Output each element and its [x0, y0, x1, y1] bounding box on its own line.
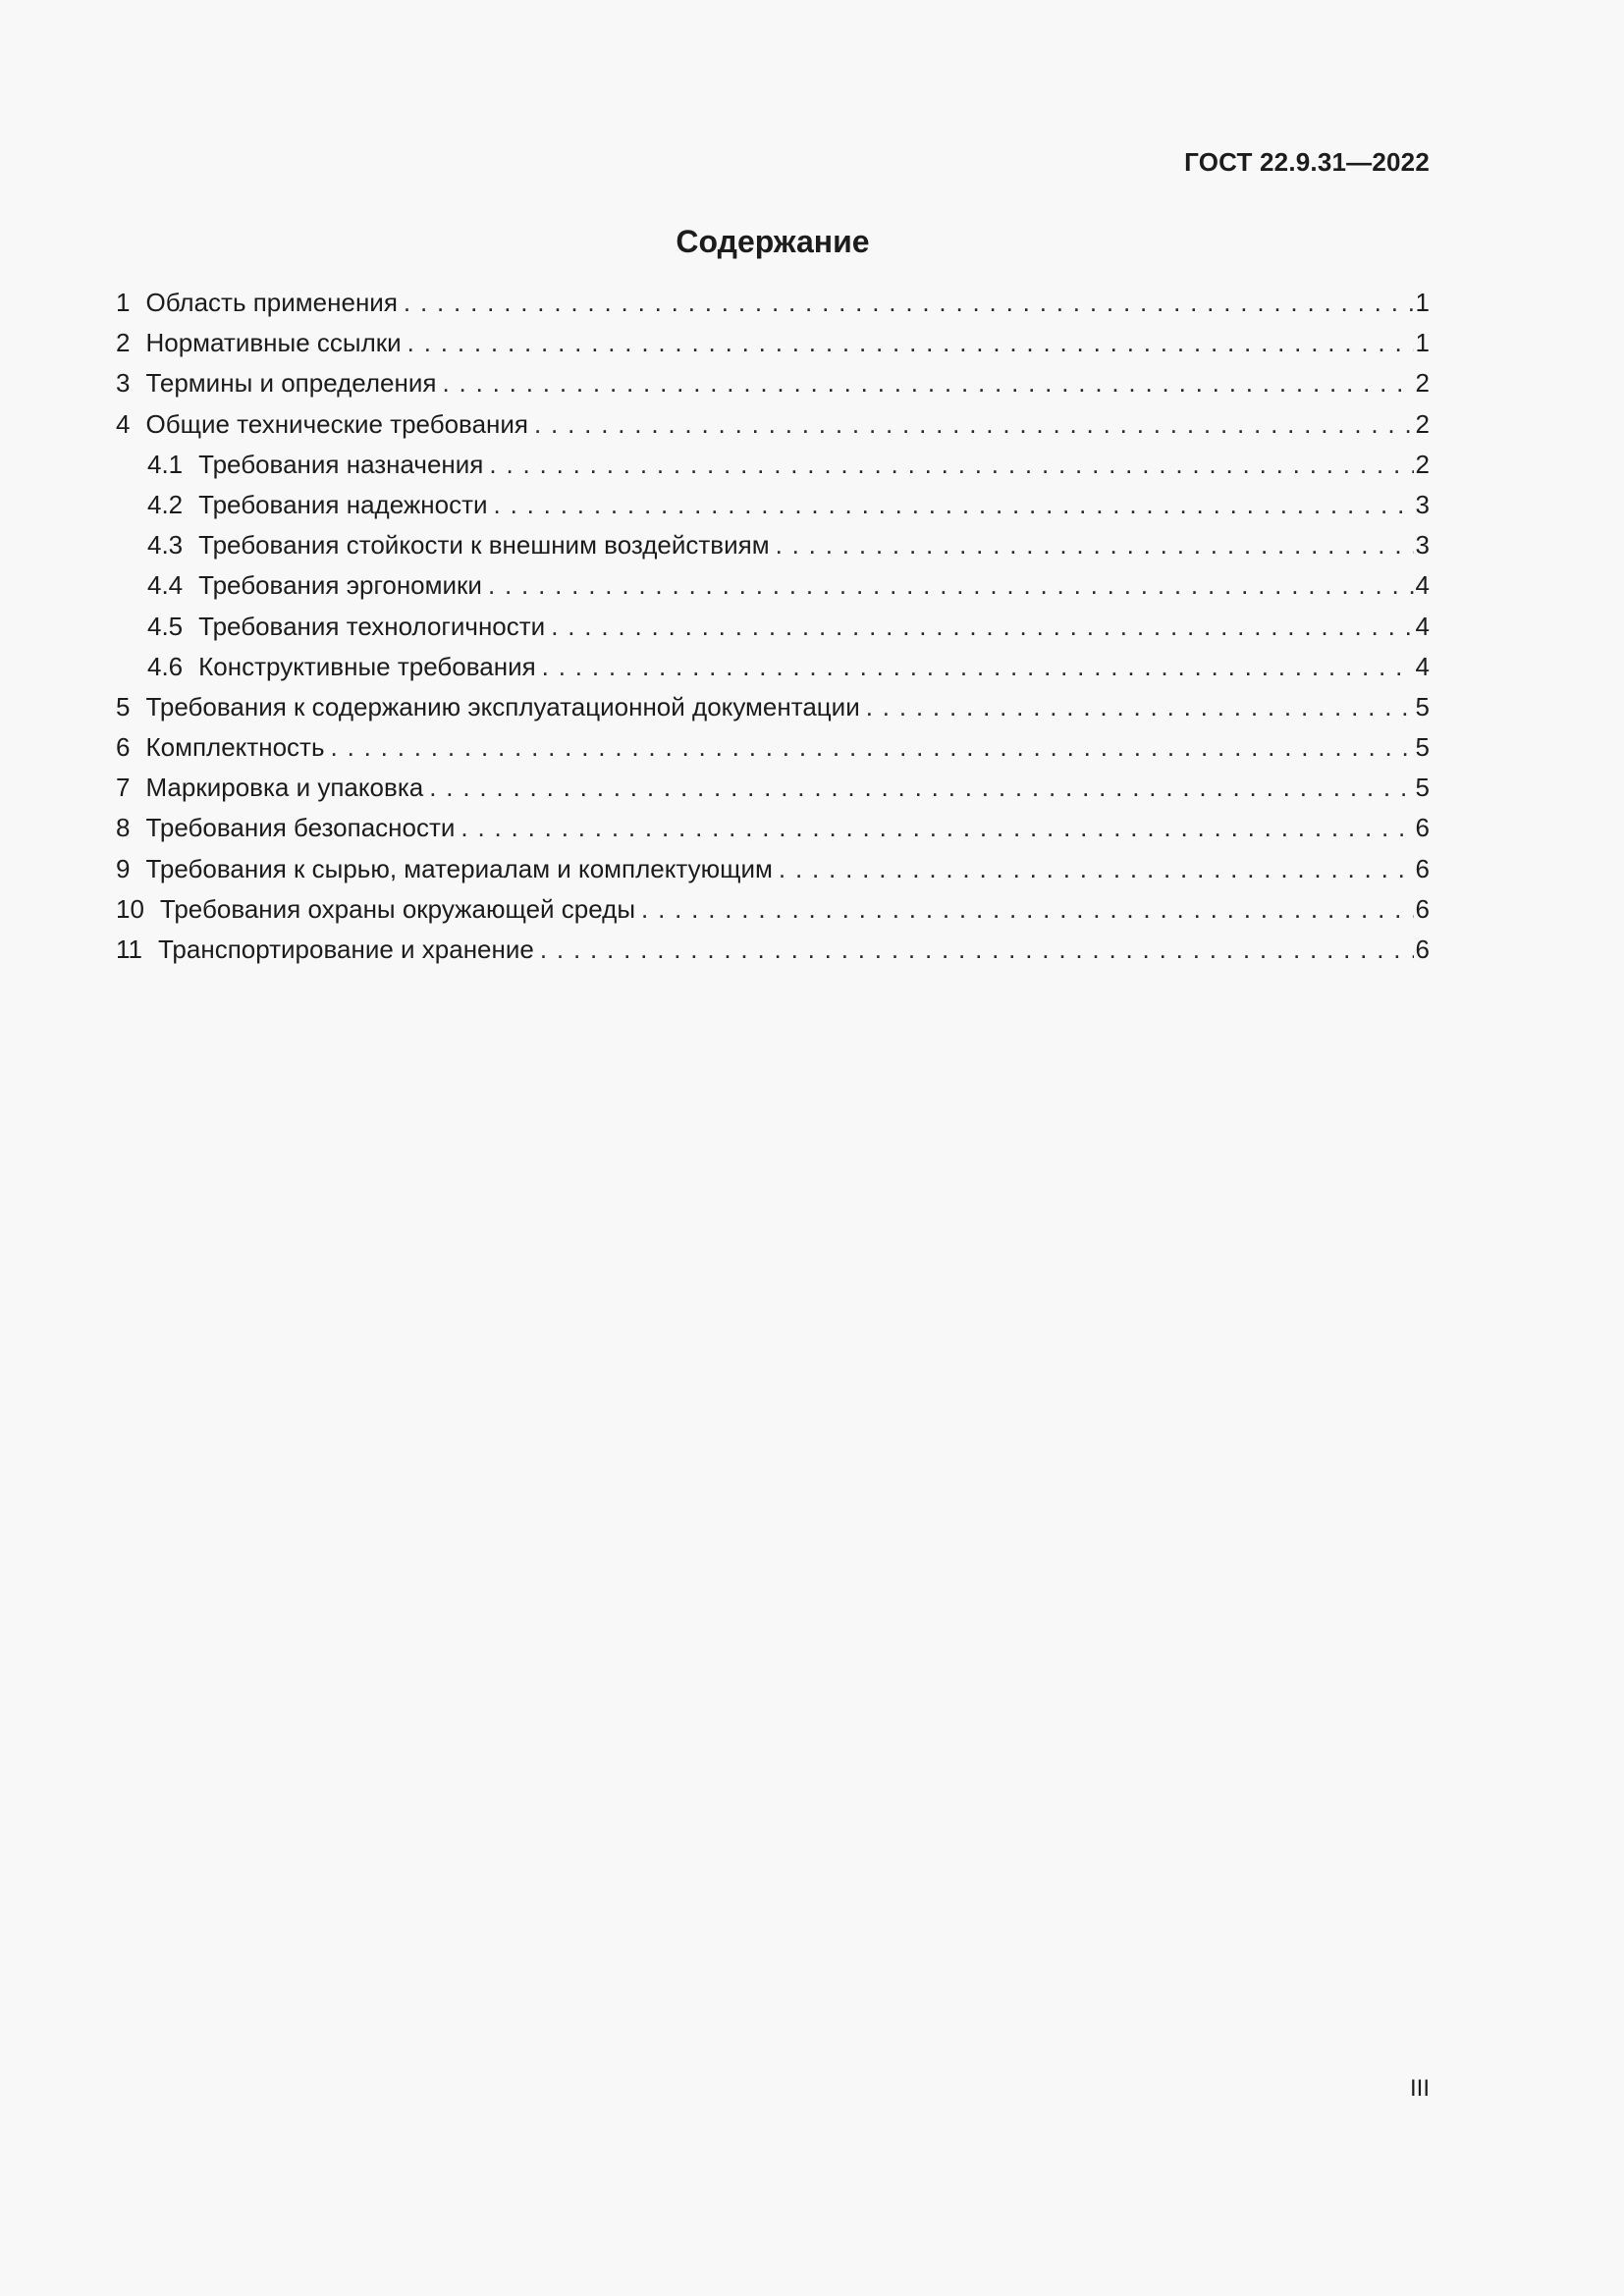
toc-entry-page: 5 — [1415, 732, 1430, 763]
toc-entry-page: 6 — [1415, 853, 1430, 883]
toc-entry-page: 3 — [1415, 530, 1430, 561]
toc-entry-title: Общие технические требования — [145, 408, 528, 439]
toc-subentry[interactable] — [116, 445, 1430, 485]
toc-entry[interactable] — [116, 889, 1430, 930]
toc-entry-number: 4.1 — [147, 449, 184, 479]
toc-entry[interactable] — [116, 404, 1430, 445]
toc-entry-title: Требования назначения — [198, 449, 484, 479]
toc-entry-title: Маркировка и упаковка — [145, 773, 424, 803]
toc-entry-number: 11 — [116, 934, 142, 964]
toc-entry-page: 6 — [1415, 813, 1430, 843]
toc-entry-title: Требования охраны окружающей среды — [159, 893, 636, 924]
toc-subentry[interactable] — [116, 607, 1430, 647]
toc-entry-number: 7 — [116, 773, 131, 803]
toc-entry-page: 2 — [1415, 408, 1430, 439]
toc-entry-number: 2 — [116, 328, 131, 358]
toc-entry-page: 6 — [1415, 893, 1430, 924]
toc-entry-title: Термины и определения — [145, 368, 437, 399]
toc-dot-leader — [407, 323, 1414, 363]
toc-dot-leader — [776, 525, 1414, 565]
toc-title: Содержание — [676, 224, 870, 259]
toc-dot-leader — [540, 930, 1414, 970]
toc-entry-number: 9 — [116, 853, 131, 883]
toc-entry-number: 1 — [116, 288, 131, 317]
toc-dot-leader — [489, 445, 1413, 485]
toc-entry-number: 5 — [116, 691, 131, 721]
toc-entry-page: 5 — [1415, 773, 1430, 803]
toc-entry-number: 4.2 — [147, 489, 184, 519]
toc-entry-title: Требования эргономики — [198, 570, 482, 601]
toc-dot-leader — [404, 283, 1414, 323]
toc-entry-number: 10 — [116, 893, 144, 924]
toc-entry-number: 4.5 — [147, 611, 184, 641]
toc-entry-title: Конструктивные требования — [198, 651, 536, 681]
toc-entry-number: 6 — [116, 732, 131, 763]
toc-entry-title: Нормативные ссылки — [145, 328, 402, 358]
toc-dot-leader — [488, 565, 1414, 606]
toc-entry-title: Область применения — [145, 288, 398, 317]
toc-entry[interactable] — [116, 727, 1430, 768]
toc-dot-leader — [542, 647, 1414, 687]
toc-dot-leader — [534, 404, 1414, 445]
toc-entry-page: 4 — [1415, 611, 1430, 641]
toc-entry-title: Комплектность — [145, 732, 325, 763]
toc-entry-title: Требования стойкости к внешним воздействиям — [198, 530, 770, 561]
toc-subentry[interactable] — [116, 525, 1430, 565]
toc-entry[interactable] — [116, 849, 1430, 889]
toc-entry-title: Требования к содержанию эксплуатационной документации — [145, 691, 860, 721]
toc-entry-page: 2 — [1415, 368, 1430, 399]
toc-dot-leader — [641, 889, 1414, 930]
toc-entry-page: 3 — [1415, 489, 1430, 519]
toc-dot-leader — [460, 808, 1413, 848]
toc-entry[interactable] — [116, 808, 1430, 848]
toc-dot-leader — [866, 687, 1414, 727]
toc-dot-leader — [429, 768, 1413, 808]
toc-entry[interactable] — [116, 687, 1430, 727]
toc-dot-leader — [779, 849, 1414, 889]
toc-dot-leader — [551, 607, 1413, 647]
toc-entry-title: Требования безопасности — [145, 813, 456, 843]
toc-entry-title: Требования технологичности — [198, 611, 546, 641]
toc-dot-leader — [331, 727, 1414, 768]
toc-entry-title: Транспортирование и хранение — [158, 934, 534, 964]
toc-entry[interactable] — [116, 930, 1430, 970]
toc-entry-page: 1 — [1415, 328, 1430, 358]
toc-entry-number: 4.4 — [147, 570, 184, 601]
table-of-contents — [116, 283, 1430, 970]
document-code: ГОСТ 22.9.31—2022 — [1184, 147, 1430, 177]
toc-entry-number: 4 — [116, 408, 131, 439]
toc-entry-page: 2 — [1415, 449, 1430, 479]
toc-entry-page: 5 — [1415, 691, 1430, 721]
toc-entry[interactable] — [116, 323, 1430, 363]
toc-entry-number: 3 — [116, 368, 131, 399]
toc-subentry[interactable] — [116, 647, 1430, 687]
toc-dot-leader — [494, 485, 1414, 525]
toc-entry-number: 4.6 — [147, 651, 184, 681]
toc-entry-page: 4 — [1415, 651, 1430, 681]
toc-entry-number: 8 — [116, 813, 131, 843]
toc-entry[interactable] — [116, 768, 1430, 808]
toc-dot-leader — [442, 363, 1413, 403]
toc-entry-title: Требования надежности — [198, 489, 488, 519]
page-number: III — [1409, 2075, 1430, 2102]
toc-subentry[interactable] — [116, 485, 1430, 525]
toc-entry-title: Требования к сырью, материалам и комплектующим — [145, 853, 773, 883]
toc-entry-page: 1 — [1415, 288, 1430, 317]
toc-subentry[interactable] — [116, 565, 1430, 606]
toc-entry-page: 6 — [1415, 934, 1430, 964]
toc-entry-page: 4 — [1415, 570, 1430, 601]
toc-entry[interactable] — [116, 363, 1430, 403]
toc-entry[interactable] — [116, 283, 1430, 323]
toc-entry-number: 4.3 — [147, 530, 184, 561]
